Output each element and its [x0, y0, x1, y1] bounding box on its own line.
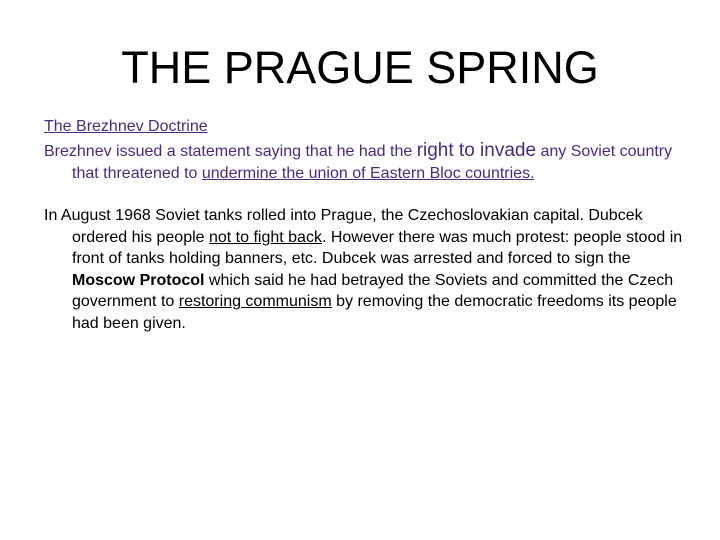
doctrine-paragraph	[44, 140, 694, 184]
invasion-text-4: by removing the democratic freedoms its people had been given.	[72, 293, 677, 332]
slide-content	[44, 116, 694, 334]
doctrine-text-2: any Soviet country that threatened to	[72, 143, 673, 182]
invasion-text-3: which said he had betrayed the Soviets and committed the Czech government to	[72, 271, 674, 310]
subheading-brezhnev-doctrine: The Brezhnev Doctrine	[44, 118, 208, 135]
doctrine-emphasis-right-to-invade: right to invade	[416, 140, 537, 161]
invasion-underlined-restoring-communism: restoring communism	[178, 293, 332, 310]
doctrine-text-1: Brezhnev issued a statement saying that he had the	[44, 143, 417, 160]
invasion-text-2: . However there was much protest: people stood in front of tanks holding banners, etc. Dubcek was arrested and forced to sign the	[72, 228, 683, 267]
invasion-bold-moscow-protocol: Moscow Protocol	[72, 271, 205, 289]
slide-title: THE PRAGUE SPRING	[121, 42, 599, 93]
doctrine-underlined-union: undermine the union of Eastern Bloc countries.	[201, 164, 535, 182]
invasion-paragraph	[44, 205, 694, 334]
invasion-text-1: In August 1968 Soviet tanks rolled into Prague, the Czechoslovakian capital. Dubcek ordered his people	[44, 207, 643, 246]
invasion-underlined-not-fight: not to fight back	[208, 228, 322, 246]
